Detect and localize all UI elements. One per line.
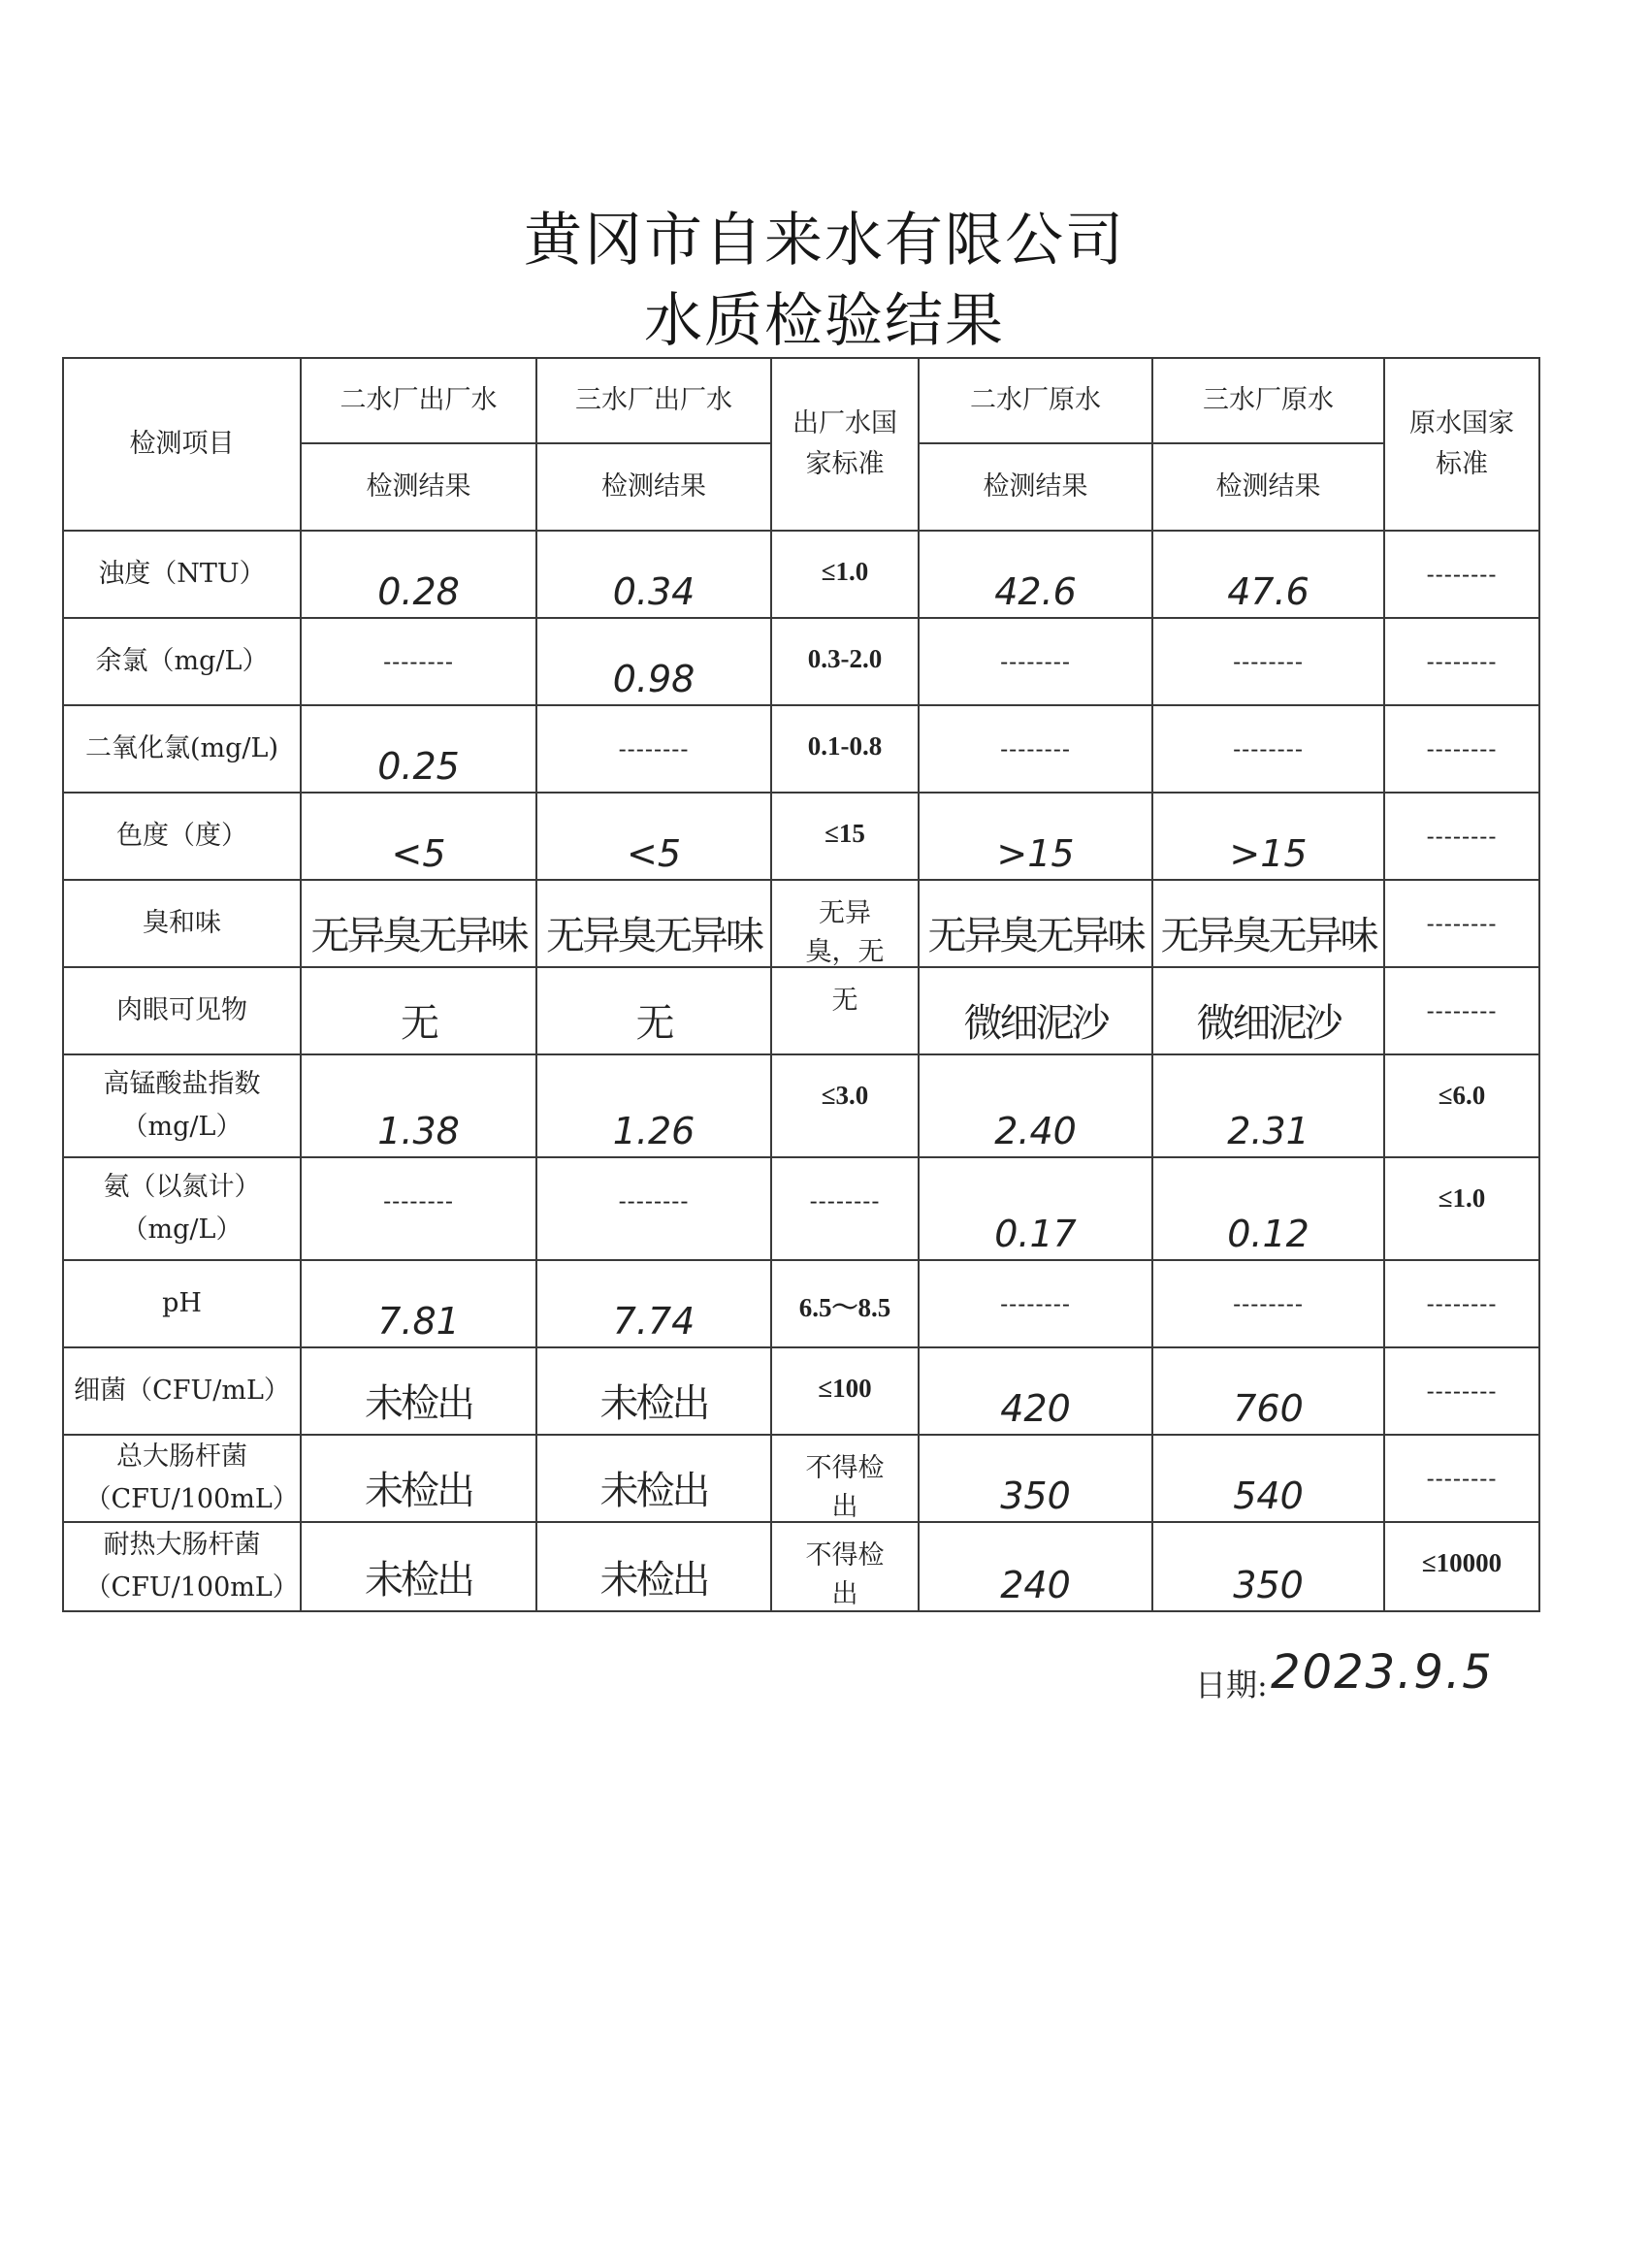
col-header-std-out: [771, 358, 919, 531]
handwritten-value: 微细泥沙: [963, 1001, 1108, 1046]
row-item-text: 二氧化氯(mg/L): [85, 733, 278, 763]
row-item-text: 总大肠杆菌（CFU/100mL）: [84, 1442, 299, 1514]
result-cell-c2: [536, 1347, 771, 1435]
raw-standard-cell: [1384, 531, 1539, 618]
date-label: 日期:: [1195, 1667, 1268, 1703]
row-item-text: 耐热大肠杆菌（CFU/100mL）: [84, 1530, 299, 1603]
result-cell-c2: [536, 1435, 771, 1522]
result-cell-c2: [536, 618, 771, 705]
row-item-text: pH: [162, 1288, 202, 1318]
handwritten-value: 0.28: [377, 570, 460, 613]
result-cell-c1: [301, 1157, 536, 1260]
result-cell-c4: [1152, 1522, 1384, 1611]
result-cell-c2: [536, 1260, 771, 1347]
result-cell-c3: [919, 967, 1152, 1054]
handwritten-value: 未检出: [365, 1381, 472, 1426]
handwritten-value: 1.38: [377, 1110, 460, 1152]
handwritten-value: 无: [635, 1001, 672, 1046]
empty-value: --------: [618, 1187, 690, 1215]
item-header: 检测项目: [63, 358, 301, 531]
col-header-c3: 二水厂原水: [919, 358, 1152, 443]
standard-value: --------: [1426, 648, 1498, 675]
row-item-text: 细菌（CFU/mL）: [74, 1376, 290, 1406]
raw-standard-cell: [1384, 618, 1539, 705]
row-item-text: 色度（度）: [116, 821, 247, 851]
standard-value: --------: [1426, 1377, 1498, 1405]
row-item-text: 高锰酸盐指数（mg/L）: [103, 1069, 261, 1142]
handwritten-value: 240: [1000, 1564, 1071, 1606]
result-cell-c2: [536, 880, 771, 967]
table-row: [63, 1157, 1539, 1260]
raw-standard-cell: [1384, 793, 1539, 880]
standard-value: ≤100: [818, 1374, 872, 1403]
handwritten-value: 未检出: [365, 1469, 472, 1513]
col-header-std-raw-text: 原水国家标准: [1409, 408, 1514, 479]
handwritten-value: 未检出: [599, 1469, 708, 1513]
row-item-label: [63, 1435, 301, 1522]
handwritten-value: 2.31: [1227, 1110, 1310, 1152]
standard-value: --------: [809, 1187, 881, 1215]
handwritten-value: 无异臭无异味: [310, 914, 527, 958]
output-standard-cell: [771, 1522, 919, 1611]
handwritten-value: 0.12: [1227, 1213, 1310, 1255]
result-cell-c4: [1152, 793, 1384, 880]
result-cell-c3: [919, 1157, 1152, 1260]
table-row: [63, 1347, 1539, 1435]
table-row: [63, 880, 1539, 967]
output-standard-cell: [771, 531, 919, 618]
empty-value: --------: [383, 1187, 454, 1215]
output-standard-cell: [771, 1435, 919, 1522]
standard-value: 0.3-2.0: [807, 644, 883, 673]
empty-value: --------: [1000, 648, 1071, 675]
result-cell-c3: [919, 1435, 1152, 1522]
table-row: [63, 967, 1539, 1054]
handwritten-value: 无异臭无异味: [1160, 914, 1376, 958]
handwritten-value: >15: [996, 832, 1075, 875]
output-standard-cell: [771, 967, 919, 1054]
standard-value: 无: [831, 986, 858, 1016]
result-label-c3: 检测结果: [919, 443, 1152, 531]
handwritten-value: 350: [1000, 1474, 1071, 1517]
handwritten-value: 1.26: [612, 1110, 695, 1152]
result-cell-c3: [919, 1054, 1152, 1157]
result-cell-c3: [919, 531, 1152, 618]
standard-value: ≤10000: [1421, 1548, 1503, 1577]
row-item-label: [63, 880, 301, 967]
standard-value: ≤3.0: [821, 1081, 869, 1110]
handwritten-value: <5: [626, 832, 682, 875]
result-cell-c4: [1152, 1347, 1384, 1435]
handwritten-value: 350: [1233, 1564, 1304, 1606]
handwritten-value: 0.17: [994, 1213, 1077, 1255]
handwritten-value: 47.6: [1227, 570, 1310, 613]
output-standard-cell: [771, 1260, 919, 1347]
result-cell-c4: [1152, 880, 1384, 967]
handwritten-value: 2.40: [994, 1110, 1077, 1152]
standard-value: --------: [1426, 1465, 1498, 1492]
table-row: [63, 1435, 1539, 1522]
col-header-c1: 二水厂出厂水: [301, 358, 536, 443]
table-row: [63, 705, 1539, 793]
handwritten-value: >15: [1229, 832, 1308, 875]
result-cell-c2: [536, 705, 771, 793]
result-cell-c4: [1152, 1157, 1384, 1260]
standard-value: ≤1.0: [821, 557, 869, 586]
output-standard-cell: [771, 793, 919, 880]
output-standard-cell: [771, 880, 919, 967]
raw-standard-cell: [1384, 1054, 1539, 1157]
handwritten-value: 0.25: [377, 745, 460, 788]
result-cell-c2: [536, 793, 771, 880]
handwritten-value: 微细泥沙: [1196, 1001, 1341, 1046]
col-header-c4: 三水厂原水: [1152, 358, 1384, 443]
result-cell-c1: [301, 1260, 536, 1347]
handwritten-value: <5: [391, 832, 446, 875]
standard-value: ≤15: [824, 819, 865, 848]
result-cell-c3: [919, 1522, 1152, 1611]
standard-value: 6.5～8.5: [798, 1293, 891, 1322]
result-label-c4: 检测结果: [1152, 443, 1384, 531]
table-row: [63, 1054, 1539, 1157]
standard-value: --------: [1426, 997, 1498, 1024]
standard-value: 0.1-0.8: [807, 731, 883, 761]
standard-value: ≤6.0: [1438, 1081, 1486, 1110]
result-cell-c3: [919, 1347, 1152, 1435]
handwritten-value: 42.6: [994, 570, 1077, 613]
empty-value: --------: [1233, 1290, 1304, 1317]
result-cell-c4: [1152, 531, 1384, 618]
row-item-label: [63, 1347, 301, 1435]
result-cell-c3: [919, 793, 1152, 880]
results-table: [62, 357, 1540, 1612]
raw-standard-cell: [1384, 1435, 1539, 1522]
row-item-label: [63, 1054, 301, 1157]
result-cell-c2: [536, 1157, 771, 1260]
handwritten-value: 7.81: [377, 1300, 460, 1343]
standard-value: --------: [1426, 735, 1498, 762]
row-item-text: 臭和味: [143, 908, 221, 938]
result-cell-c1: [301, 1435, 536, 1522]
row-item-label: [63, 531, 301, 618]
result-cell-c1: [301, 1522, 536, 1611]
result-cell-c4: [1152, 1435, 1384, 1522]
standard-value: 不得检出: [805, 1453, 885, 1522]
row-item-label: [63, 618, 301, 705]
output-standard-cell: [771, 1347, 919, 1435]
result-cell-c2: [536, 967, 771, 1054]
raw-standard-cell: [1384, 705, 1539, 793]
handwritten-value: 无异臭无异味: [546, 914, 761, 958]
row-item-label: [63, 1260, 301, 1347]
result-cell-c4: [1152, 967, 1384, 1054]
standard-value: --------: [1426, 910, 1498, 937]
row-item-label: [63, 793, 301, 880]
output-standard-cell: [771, 705, 919, 793]
result-cell-c4: [1152, 1260, 1384, 1347]
handwritten-value: 未检出: [599, 1381, 708, 1426]
col-header-std-out-text: 出厂水国家标准: [792, 408, 897, 479]
handwritten-value: 未检出: [365, 1558, 472, 1603]
result-label-c2: 检测结果: [536, 443, 771, 531]
empty-value: --------: [618, 735, 690, 762]
empty-value: --------: [1000, 735, 1071, 762]
result-cell-c4: [1152, 705, 1384, 793]
report-subtitle: 水质检验结果: [644, 287, 1005, 355]
standard-value: --------: [1426, 1290, 1498, 1317]
standard-value: 不得检出: [805, 1540, 885, 1609]
standard-value: 无异臭，无: [805, 898, 885, 967]
empty-value: --------: [383, 648, 454, 675]
output-standard-cell: [771, 618, 919, 705]
result-cell-c1: [301, 531, 536, 618]
table-row: [63, 1260, 1539, 1347]
empty-value: --------: [1233, 648, 1304, 675]
raw-standard-cell: [1384, 880, 1539, 967]
row-item-label: [63, 967, 301, 1054]
row-item-label: [63, 705, 301, 793]
raw-standard-cell: [1384, 1522, 1539, 1611]
result-cell-c1: [301, 1054, 536, 1157]
handwritten-value: 0.34: [612, 570, 695, 613]
result-label-c1: 检测结果: [301, 443, 536, 531]
result-cell-c4: [1152, 618, 1384, 705]
col-header-c2: 三水厂出厂水: [536, 358, 771, 443]
handwritten-value: 无异臭无异味: [927, 914, 1144, 958]
result-cell-c1: [301, 967, 536, 1054]
row-item-text: 氨（以氮计）（mg/L）: [103, 1172, 261, 1245]
row-item-text: 余氯（mg/L）: [95, 646, 269, 676]
output-standard-cell: [771, 1054, 919, 1157]
raw-standard-cell: [1384, 1260, 1539, 1347]
standard-value: --------: [1426, 561, 1498, 588]
result-cell-c2: [536, 1522, 771, 1611]
result-cell-c1: [301, 705, 536, 793]
result-cell-c1: [301, 618, 536, 705]
row-item-text: 浊度（NTU）: [98, 559, 266, 589]
result-cell-c3: [919, 1260, 1152, 1347]
handwritten-value: 7.74: [612, 1300, 695, 1343]
handwritten-value: 0.98: [612, 658, 695, 700]
result-cell-c1: [301, 880, 536, 967]
result-cell-c3: [919, 618, 1152, 705]
handwritten-value: 420: [1000, 1387, 1071, 1430]
table-row: [63, 531, 1539, 618]
result-cell-c3: [919, 880, 1152, 967]
result-cell-c3: [919, 705, 1152, 793]
handwritten-value: 540: [1233, 1474, 1304, 1517]
empty-value: --------: [1233, 735, 1304, 762]
row-item-label: [63, 1522, 301, 1611]
table-row: [63, 793, 1539, 880]
table-row: [63, 1522, 1539, 1611]
result-cell-c4: [1152, 1054, 1384, 1157]
result-cell-c2: [536, 531, 771, 618]
handwritten-value: 无: [401, 1001, 436, 1046]
empty-value: --------: [1000, 1290, 1071, 1317]
results-table-body: [63, 358, 1539, 1611]
raw-standard-cell: [1384, 1157, 1539, 1260]
date-value: 2023.9.5: [1271, 1645, 1494, 1700]
row-item-label: [63, 1157, 301, 1260]
handwritten-value: 未检出: [599, 1558, 708, 1603]
row-item-text: 肉眼可见物: [116, 995, 247, 1025]
standard-value: ≤1.0: [1438, 1183, 1486, 1213]
result-cell-c2: [536, 1054, 771, 1157]
result-cell-c1: [301, 793, 536, 880]
result-cell-c1: [301, 1347, 536, 1435]
handwritten-value: 760: [1233, 1387, 1304, 1430]
table-row: [63, 618, 1539, 705]
standard-value: --------: [1426, 823, 1498, 850]
raw-standard-cell: [1384, 1347, 1539, 1435]
raw-standard-cell: [1384, 967, 1539, 1054]
output-standard-cell: [771, 1157, 919, 1260]
company-title: 黄冈市自来水有限公司: [524, 207, 1125, 275]
col-header-std-raw: [1384, 358, 1539, 531]
